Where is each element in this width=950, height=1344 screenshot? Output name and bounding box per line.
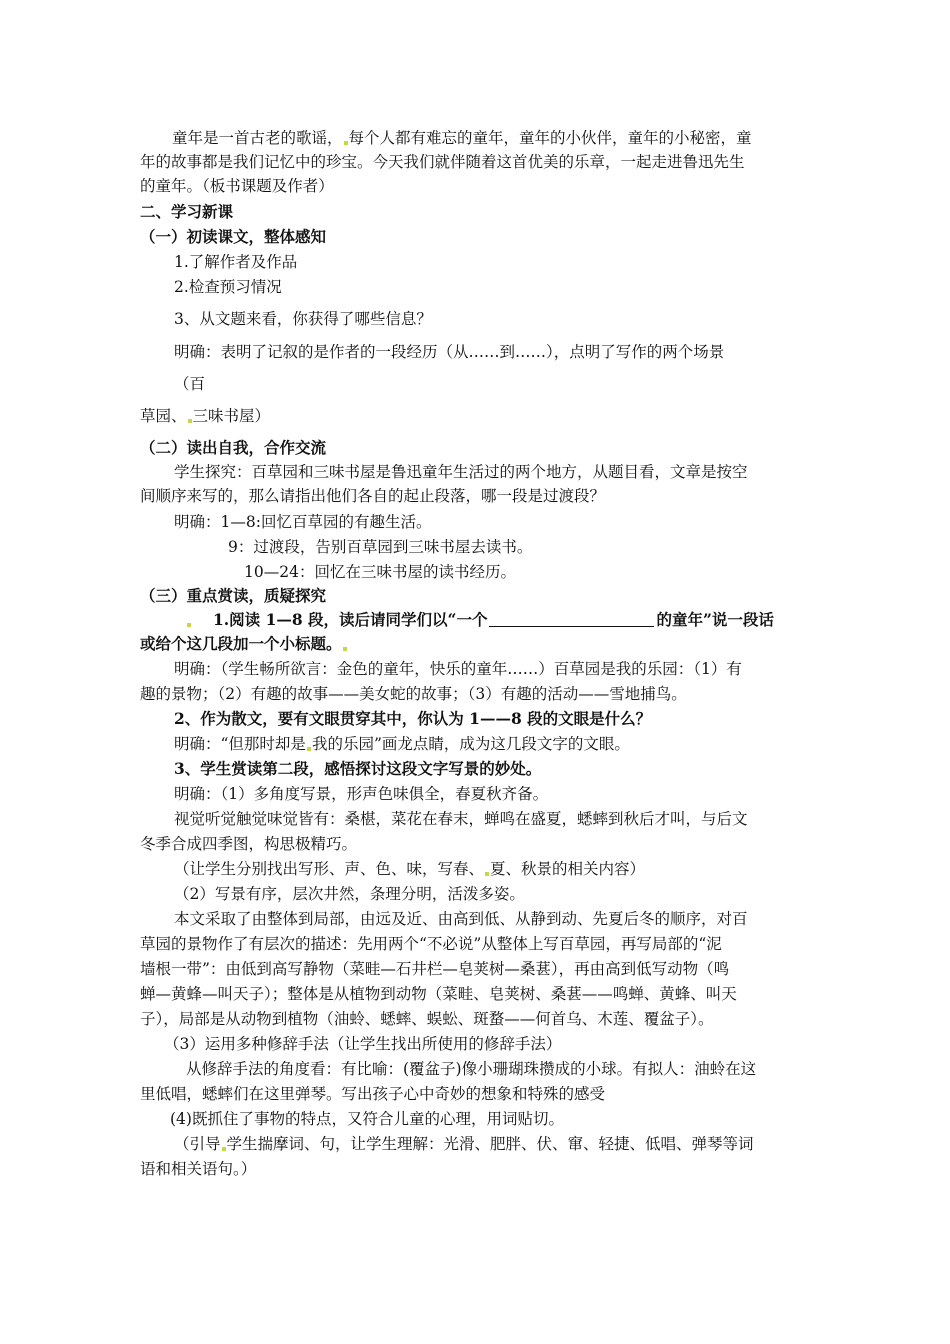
- list-item: 2.检查预习情况: [174, 278, 282, 296]
- answer-line: 9：过渡段，告别百草园到三味书屋去读书。: [228, 538, 533, 556]
- paragraph-line: 里低唱，蟋蟀们在这里弹琴。写出孩子心中奇妙的想象和特殊的感受: [140, 1085, 606, 1103]
- edit-mark: [222, 1147, 226, 1151]
- paragraph-line: 墙根一带”：由低到高写静物（菜畦—石井栏—皂荚树—桑葚），再由高到低写动物（鸣: [140, 960, 730, 978]
- section-heading: 二、学习新课: [140, 202, 234, 221]
- edit-mark: [343, 647, 347, 651]
- paragraph-line: (4)既抓住了事物的特点，又符合儿童的心理，用词贴切。: [170, 1110, 564, 1128]
- answer-line: 10—24：回忆在三味书屋的读书经历。: [244, 563, 516, 581]
- question-line: [186, 610, 774, 630]
- answer-text: 明确：“但那时却是: [174, 735, 306, 753]
- fill-in-blank: [489, 612, 654, 627]
- list-item: 1.了解作者及作品: [174, 253, 298, 271]
- paragraph-line: 从修辞手法的角度看：有比喻：(覆盆子)像小珊瑚珠攒成的小球。有拟人：油蛉在这: [186, 1060, 757, 1078]
- answer-line: 明确：表明了记叙的是作者的一段经历（从……到……），点明了写作的两个场景: [174, 343, 725, 361]
- answer-line: [140, 406, 270, 426]
- paragraph-line: 视觉听觉触觉味觉皆有：桑椹，菜花在春末，蝉鸣在盛夏，蟋蟀到秋后才叫，与后文: [174, 810, 748, 828]
- intro-text: 童年是一首古老的歌谣，: [172, 129, 343, 147]
- edit-mark: [485, 872, 489, 876]
- paragraph-line: （3）运用多种修辞手法（让学生找出所使用的修辞手法）: [164, 1035, 562, 1053]
- paragraph-line: 学生探究：百草园和三味书屋是鲁迅童年生活过的两个地方，从题目看，文章是按空: [174, 463, 748, 481]
- paragraph-line: （2）写景有序，层次井然，条理分明，活泼多姿。: [174, 885, 525, 903]
- paragraph-line: 草园的景物作了有层次的描述：先用两个“不必说”从整体上写百草园，再写局部的“泥: [140, 935, 722, 953]
- paragraph-text: 学生揣摩词、句，让学生理解：光滑、肥胖、伏、窜、轻捷、低唱、弹琴等词: [226, 1135, 754, 1153]
- answer-text: 我的乐园”画龙点睛，成为这几段文字的文眼。: [311, 735, 630, 753]
- paragraph-line: 语和相关语句。）: [140, 1160, 257, 1178]
- intro-text: 每个人都有难忘的童年，童年的小伙伴，童年的小秘密，童: [348, 129, 752, 147]
- answer-line: 趣的景物；（2）有趣的故事——美女蛇的故事；（3）有趣的活动——雪地捕鸟。: [140, 685, 687, 703]
- answer-line: （百: [174, 375, 206, 393]
- paragraph-text: 夏、秋景的相关内容）: [490, 860, 646, 878]
- answer-line: 明确：1—8:回忆百草园的有趣生活。: [174, 513, 432, 531]
- question-text: 1.阅读 1—8 段，读后请同学们以“一个: [213, 610, 488, 629]
- edit-mark: [187, 623, 191, 627]
- paragraph-line: [174, 859, 645, 879]
- subsection-heading-2: （二）读出自我，合作交流: [140, 438, 327, 457]
- intro-line-3: 的童年。（板书课题及作者）: [140, 177, 334, 195]
- answer-line: 明确：（1）多角度写景，形声色味俱全，春夏秋齐备。: [174, 785, 549, 803]
- paragraph-line: 间顺序来写的，那么请指出他们各自的起止段落，哪一段是过渡段？: [140, 487, 606, 505]
- paragraph-line: 冬季合成四季图，构思极精巧。: [140, 835, 358, 853]
- list-item: 3、从文题来看，你获得了哪些信息？: [174, 310, 432, 328]
- question-line: 2、作为散文，要有文眼贯穿其中，你认为 1——8 段的文眼是什么？: [174, 709, 652, 728]
- paragraph-line: 蝉—黄蜂—叫天子）；整体是从植物到动物（菜畦、皂荚树、桑葚——鸣蝉、黄蜂、叫天: [140, 985, 737, 1003]
- answer-text: 草园、: [140, 407, 187, 425]
- intro-line-2: 年的故事都是我们记忆中的珍宝。今天我们就伴随着这首优美的乐章，一起走进鲁迅先生: [140, 153, 745, 171]
- paragraph-text: （让学生分别找出写形、声、色、味，写春、: [174, 860, 485, 878]
- question-line: [140, 634, 348, 654]
- paragraph-text: （引导: [174, 1135, 221, 1153]
- question-text: 或给个这几段加一个小标题。: [140, 634, 342, 653]
- subsection-heading-1: （一）初读课文，整体感知: [140, 227, 327, 246]
- edit-mark: [344, 141, 348, 145]
- answer-text: 三味书屋）: [192, 407, 271, 425]
- paragraph-line: 子），局部是从动物到植物（油蛉、蟋蟀、蜈蚣、斑蝥——何首乌、木莲、覆盆子）。: [140, 1010, 714, 1028]
- edit-mark: [188, 419, 192, 423]
- question-line: 3、学生赏读第二段，感悟探讨这段文字写景的妙处。: [174, 759, 542, 778]
- intro-line-1: [172, 128, 752, 148]
- question-text: 的童年”说一段话: [656, 610, 774, 629]
- answer-line: 明确：（学生畅所欲言：金色的童年，快乐的童年……）百草园是我的乐园：（1）有: [174, 660, 742, 678]
- answer-line: [174, 734, 630, 754]
- paragraph-line: [174, 1134, 754, 1154]
- edit-mark: [307, 747, 311, 751]
- paragraph-line: 本文采取了由整体到局部，由远及近、由高到低、从静到动、先夏后冬的顺序，对百: [174, 910, 748, 928]
- subsection-heading-3: （三）重点赏读，质疑探究: [140, 586, 327, 605]
